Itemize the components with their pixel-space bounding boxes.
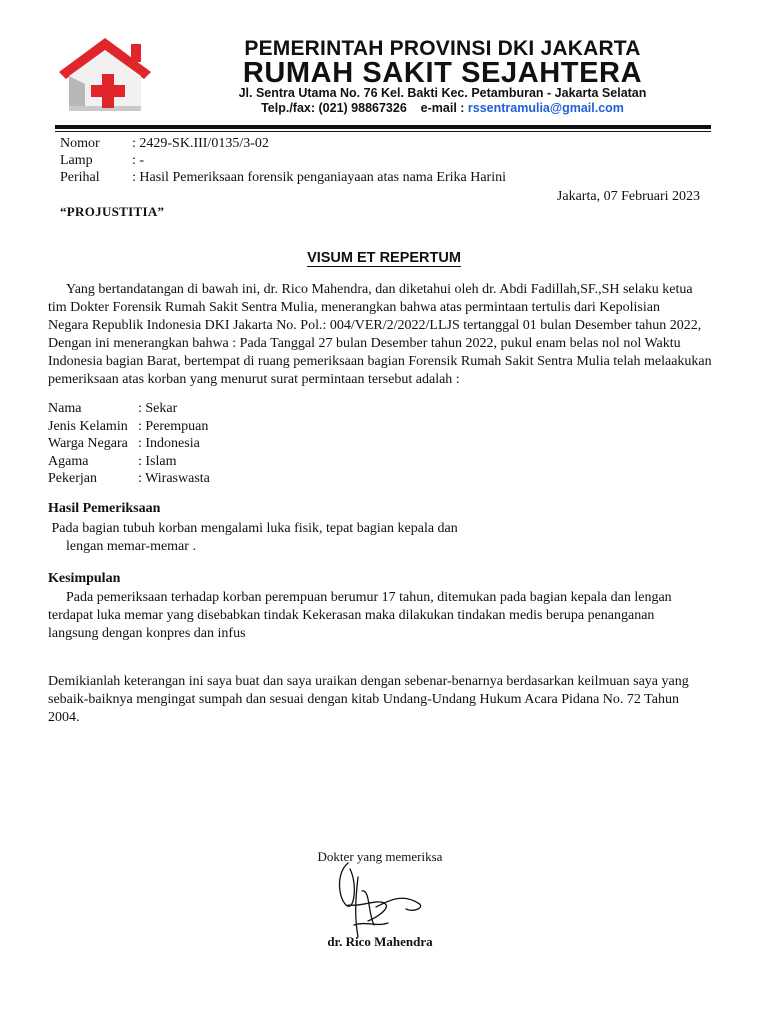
hasil-paragraph <box>48 520 720 556</box>
projustitia-label: “PROJUSTITIA” <box>60 204 165 219</box>
closing-line: Demikianlah keterangan ini saya buat dan saya uraikan dengan sebenar-benarnya berdasarkan keilmuan saya yang <box>48 674 689 689</box>
identity-value: : Wiraswasta <box>138 471 210 486</box>
intro-line: Negara Republik Indonesia DKI Jakarta No. Pol.: 004/VER/2/2022/LLJS tertanggal 01 bulan Desember tahun 2022, <box>48 318 702 333</box>
identity-value: : Sekar <box>138 401 178 416</box>
meta-row-lamp <box>60 152 144 169</box>
letterhead-address: Jl. Sentra Utama No. 76 Kel. Bakti Kec. Petamburan - Jakarta Selatan <box>238 86 647 100</box>
intro-paragraph <box>48 281 720 389</box>
identity-value: : Islam <box>138 453 177 469</box>
letterhead-divider-thick <box>55 125 711 129</box>
kesimpulan-line: Pada pemeriksaan terhadap korban perempuan berumur 17 tahun, ditemukan pada bagian kepala dan lengan <box>66 590 672 605</box>
contact-email-link[interactable]: rssentramulia@gmail.com <box>467 101 624 115</box>
meta-value-nomor: : 2429-SK.III/0135/3-02 <box>132 136 269 151</box>
intro-line: pemeriksaan atas korban yang menurut surat permintaan tersebut adalah : <box>48 372 460 387</box>
victim-identity <box>48 400 210 488</box>
letterhead-hospital-name: RUMAH SAKIT SEJAHTERA <box>242 57 643 89</box>
document-title-text: VISUM ET REPERTUM <box>307 250 461 266</box>
identity-label: Warga Negara <box>48 436 128 451</box>
identity-label: Agama <box>48 453 89 469</box>
identity-row <box>48 400 210 418</box>
signer-name: dr. Rico Mahendra <box>327 934 433 949</box>
closing-paragraph <box>48 673 720 727</box>
meta-row-perihal <box>60 169 506 186</box>
hospital-logo-icon <box>55 36 155 112</box>
meta-label-lamp: Lamp <box>60 153 93 168</box>
identity-label: Nama <box>48 401 82 416</box>
intro-line: tim Dokter Forensik Rumah Sakit Sentra Mulia, menerangkan bahwa atas permintaan tertulis dari Kepolisian <box>48 300 660 315</box>
meta-row-nomor <box>60 135 269 152</box>
letter-date: Jakarta, 07 Februari 2023 <box>556 189 700 204</box>
meta-value-lamp: : - <box>132 153 145 168</box>
contact-phone: Telp./fax: (021) 98867326 e-mail : <box>261 101 468 115</box>
letterhead-divider-thin <box>55 131 711 132</box>
meta-label-nomor: Nomor <box>60 136 100 151</box>
intro-line: Dengan ini menerangkan bahwa : Pada Tanggal 27 bulan Desember tahun 2022, pukul enam belas nol nol Waktu <box>48 336 681 351</box>
handwritten-signature-icon <box>318 855 438 945</box>
kesimpulan-heading: Kesimpulan <box>48 571 121 586</box>
hasil-line: Pada bagian tubuh korban mengalami luka fisik, tepat bagian kepala dan <box>48 521 458 536</box>
identity-label: Jenis Kelamin <box>48 418 128 434</box>
identity-row <box>48 435 210 453</box>
closing-line: sebaik-baiknya mengingat sumpah dan sesuai dengan kitab Undang-Undang Hukum Acara Pidana No. 72 Tahun <box>48 692 679 707</box>
identity-row <box>48 418 210 436</box>
kesimpulan-line: terdapat luka memar yang disebabkan tindak Kekerasan maka dilakukan tindakan medis berupa penanganan <box>48 608 655 623</box>
identity-row <box>48 470 210 488</box>
meta-label-perihal: Perihal <box>60 170 100 185</box>
identity-value: : Indonesia <box>138 436 200 451</box>
identity-label: Pekerjan <box>48 471 97 486</box>
hasil-heading: Hasil Pemeriksaan <box>48 501 161 516</box>
letterhead-contact <box>215 101 670 115</box>
document-title <box>0 250 768 266</box>
kesimpulan-line: langsung dengan konpres dan infus <box>48 626 246 641</box>
identity-value: : Perempuan <box>138 418 209 434</box>
meta-value-perihal: : Hasil Pemeriksaan forensik penganiayaan atas nama Erika Harini <box>132 170 506 185</box>
closing-line: 2004. <box>48 710 80 725</box>
signature-caption: Dokter yang memeriksa <box>317 849 443 864</box>
hasil-line: lengan memar-memar . <box>66 539 196 554</box>
intro-line: Indonesia bagian Barat, bertempat di ruang pemeriksaan bagian Forensik Rumah Sakit Sentra Mulia telah melaakukan <box>48 354 712 369</box>
kesimpulan-paragraph <box>48 589 720 643</box>
letterhead-government: PEMERINTAH PROVINSI DKI JAKARTA <box>244 37 641 60</box>
identity-row <box>48 453 210 471</box>
intro-line: Yang bertandatangan di bawah ini, dr. Rico Mahendra, dan diketahui oleh dr. Abdi Fadillah,SF.,SH selaku ketua <box>66 282 693 297</box>
